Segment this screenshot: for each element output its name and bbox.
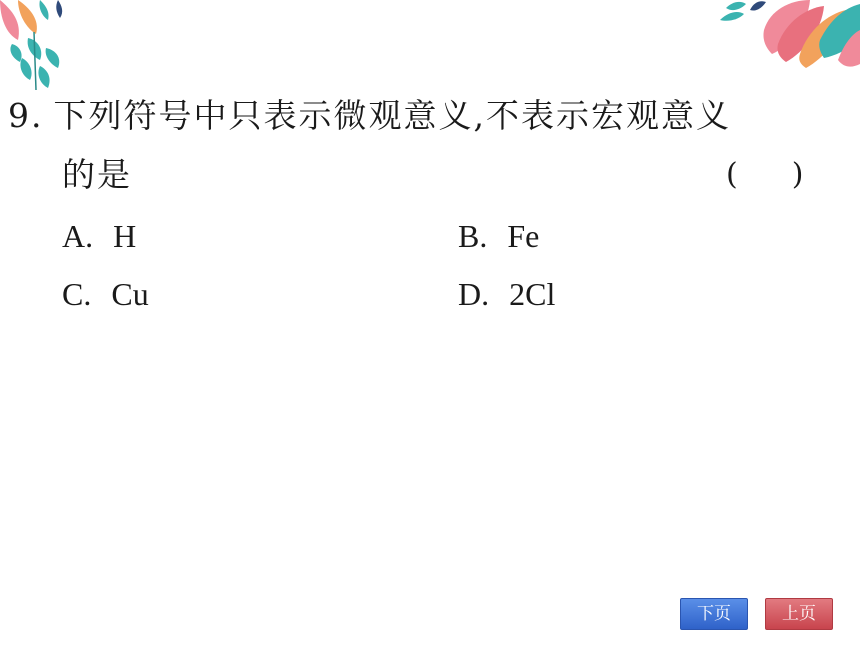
- leaf-shape: [720, 12, 744, 21]
- leaf-shape: [56, 0, 62, 18]
- question-line-2: 的是: [62, 155, 132, 194]
- option-letter: C.: [62, 276, 92, 312]
- option-text: 2Cl: [509, 276, 556, 312]
- question-line-1: [8, 96, 731, 136]
- leaf-shape: [726, 2, 746, 10]
- option-c: [62, 274, 149, 314]
- option-text: Cu: [111, 276, 149, 312]
- answer-paren-close: ): [791, 157, 804, 192]
- option-d: [458, 274, 555, 314]
- question-number: 9.: [8, 96, 44, 135]
- leaf-shape: [18, 0, 37, 34]
- option-letter: A.: [62, 218, 94, 254]
- leaf-shape: [750, 1, 766, 10]
- teal-leaf-cluster: [10, 32, 59, 90]
- option-text: H: [113, 218, 137, 254]
- option-text: Fe: [507, 218, 540, 254]
- floral-decoration-right: [720, 0, 860, 75]
- option-letter: B.: [458, 218, 488, 254]
- answer-paren-open: (: [726, 157, 738, 192]
- leaf-shape: [39, 0, 48, 20]
- answer-bracket: [726, 155, 803, 195]
- previous-page-button[interactable]: 上页: [765, 598, 833, 630]
- floral-decoration-left: [0, 0, 120, 95]
- question-stem: 下列符号中只表示微观意义,不表示宏观意义: [53, 96, 731, 135]
- option-letter: D.: [458, 276, 490, 312]
- leaf-shape: [0, 0, 19, 40]
- next-page-button[interactable]: 下页: [680, 598, 748, 630]
- option-b: [458, 216, 539, 256]
- option-a: [62, 216, 136, 256]
